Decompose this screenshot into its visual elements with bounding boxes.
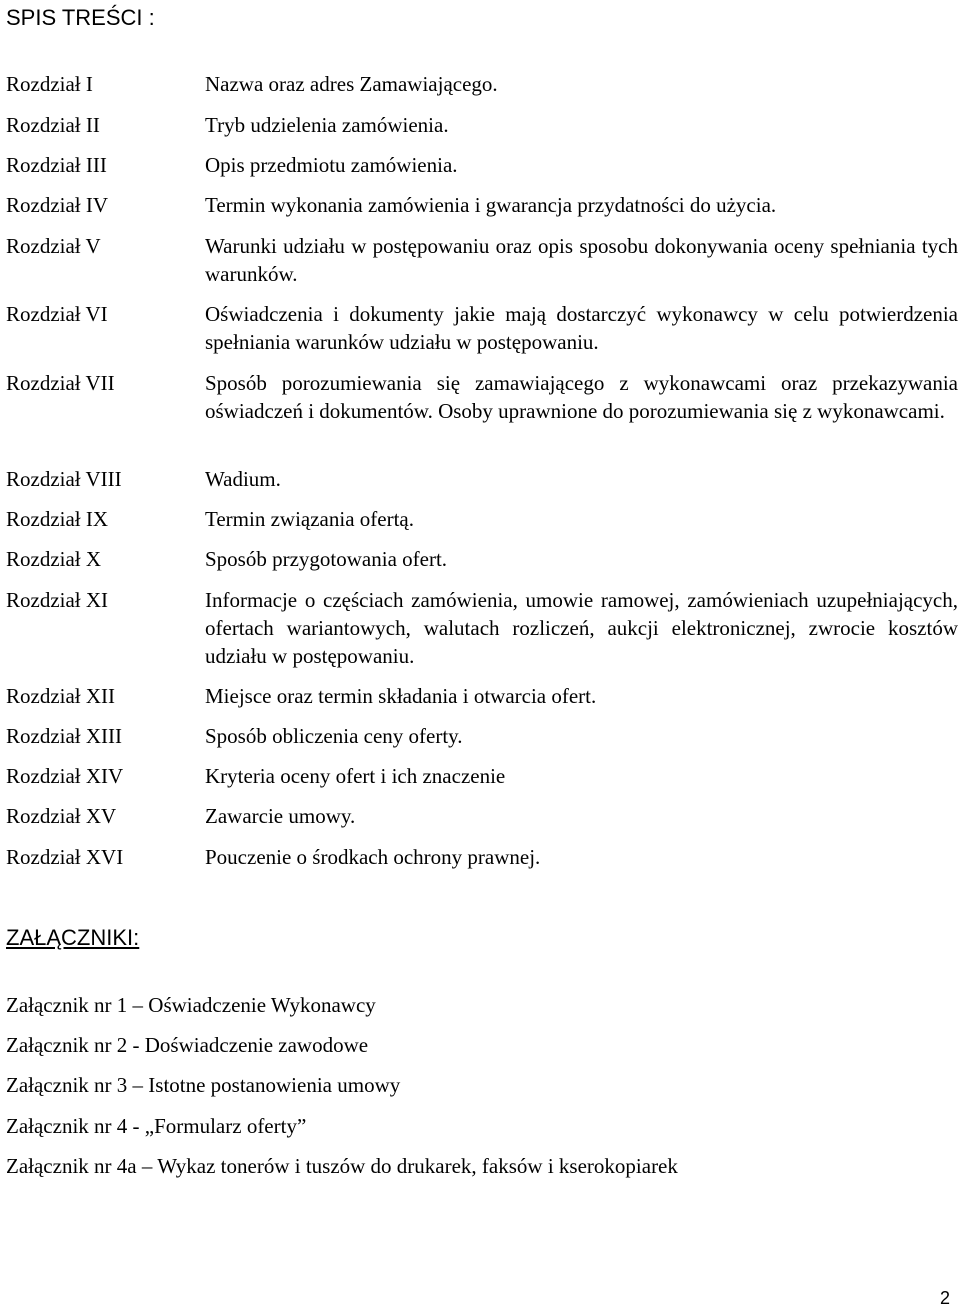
toc-chapter: Rozdział VII: [6, 371, 115, 395]
toc-title: Termin związania ofertą.: [205, 507, 414, 531]
toc-chapter: Rozdział II: [6, 113, 100, 137]
toc-chapter: Rozdział XIV: [6, 764, 124, 788]
toc-chapter: Rozdział VIII: [6, 467, 122, 491]
attachment-item: Załącznik nr 4 - „Formularz oferty”: [6, 1114, 307, 1138]
toc-chapter: Rozdział X: [6, 547, 102, 571]
toc-chapter: Rozdział XI: [6, 588, 109, 612]
toc-title: Kryteria oceny ofert i ich znaczenie: [205, 764, 506, 788]
attachment-item: Załącznik nr 1 – Oświadczenie Wykonawcy: [6, 993, 376, 1017]
toc-title: Informacje o częściach zamówienia, umowie ramowej, zamówieniach uzupełniających, ofertach wariantowych, walutach rozliczeń, aukcji elektronicznej, zwrocie kosztów udziału w postępowaniu.: [205, 588, 958, 668]
toc-title: Sposób porozumiewania się zamawiającego z wykonawcami oraz przekazywania oświadczeń i dokumentów. Osoby uprawnione do porozumiewania się z wykonawcami.: [205, 371, 958, 423]
attachment-item: Załącznik nr 3 – Istotne postanowienia umowy: [6, 1073, 401, 1097]
toc-chapter: Rozdział XV: [6, 804, 117, 828]
toc-title: Termin wykonania zamówienia i gwarancja przydatności do użycia.: [205, 193, 777, 217]
page-number: 2: [940, 1288, 951, 1308]
toc-chapter: Rozdział VI: [6, 302, 108, 326]
toc-title: Opis przedmiotu zamówienia.: [205, 153, 458, 177]
toc-chapter: Rozdział I: [6, 72, 93, 96]
toc-chapter: Rozdział IV: [6, 193, 109, 217]
toc-title: Sposób przygotowania ofert.: [205, 547, 448, 571]
toc-chapter: Rozdział XIII: [6, 724, 123, 748]
toc-title: Nazwa oraz adres Zamawiającego.: [205, 72, 498, 96]
toc-chapter: Rozdział III: [6, 153, 107, 177]
toc-title: Oświadczenia i dokumenty jakie mają dostarczyć wykonawcy w celu potwierdzenia spełniania warunków udziału w postępowaniu.: [205, 302, 958, 354]
attachments-heading: ZAŁĄCZNIKI:: [6, 925, 140, 950]
toc-chapter: Rozdział IX: [6, 507, 109, 531]
page-heading: SPIS TREŚCI :: [6, 5, 155, 30]
toc-chapter: Rozdział XVI: [6, 845, 124, 869]
toc-title: Tryb udzielenia zamówienia.: [205, 113, 449, 137]
toc-title: Sposób obliczenia ceny oferty.: [205, 724, 463, 748]
attachment-item: Załącznik nr 4a – Wykaz tonerów i tuszów do drukarek, faksów i kserokopiarek: [6, 1154, 678, 1178]
toc-title: Warunki udziału w postępowaniu oraz opis sposobu dokonywania oceny spełniania tych warunków.: [205, 234, 958, 286]
toc-title: Pouczenie o środkach ochrony prawnej.: [205, 845, 541, 869]
toc-chapter: Rozdział XII: [6, 684, 116, 708]
toc-chapter: Rozdział V: [6, 234, 101, 258]
toc-title: Zawarcie umowy.: [205, 804, 356, 828]
toc-title: Miejsce oraz termin składania i otwarcia ofert.: [205, 684, 597, 708]
attachment-item: Załącznik nr 2 - Doświadczenie zawodowe: [6, 1033, 369, 1057]
toc-title: Wadium.: [205, 467, 281, 491]
